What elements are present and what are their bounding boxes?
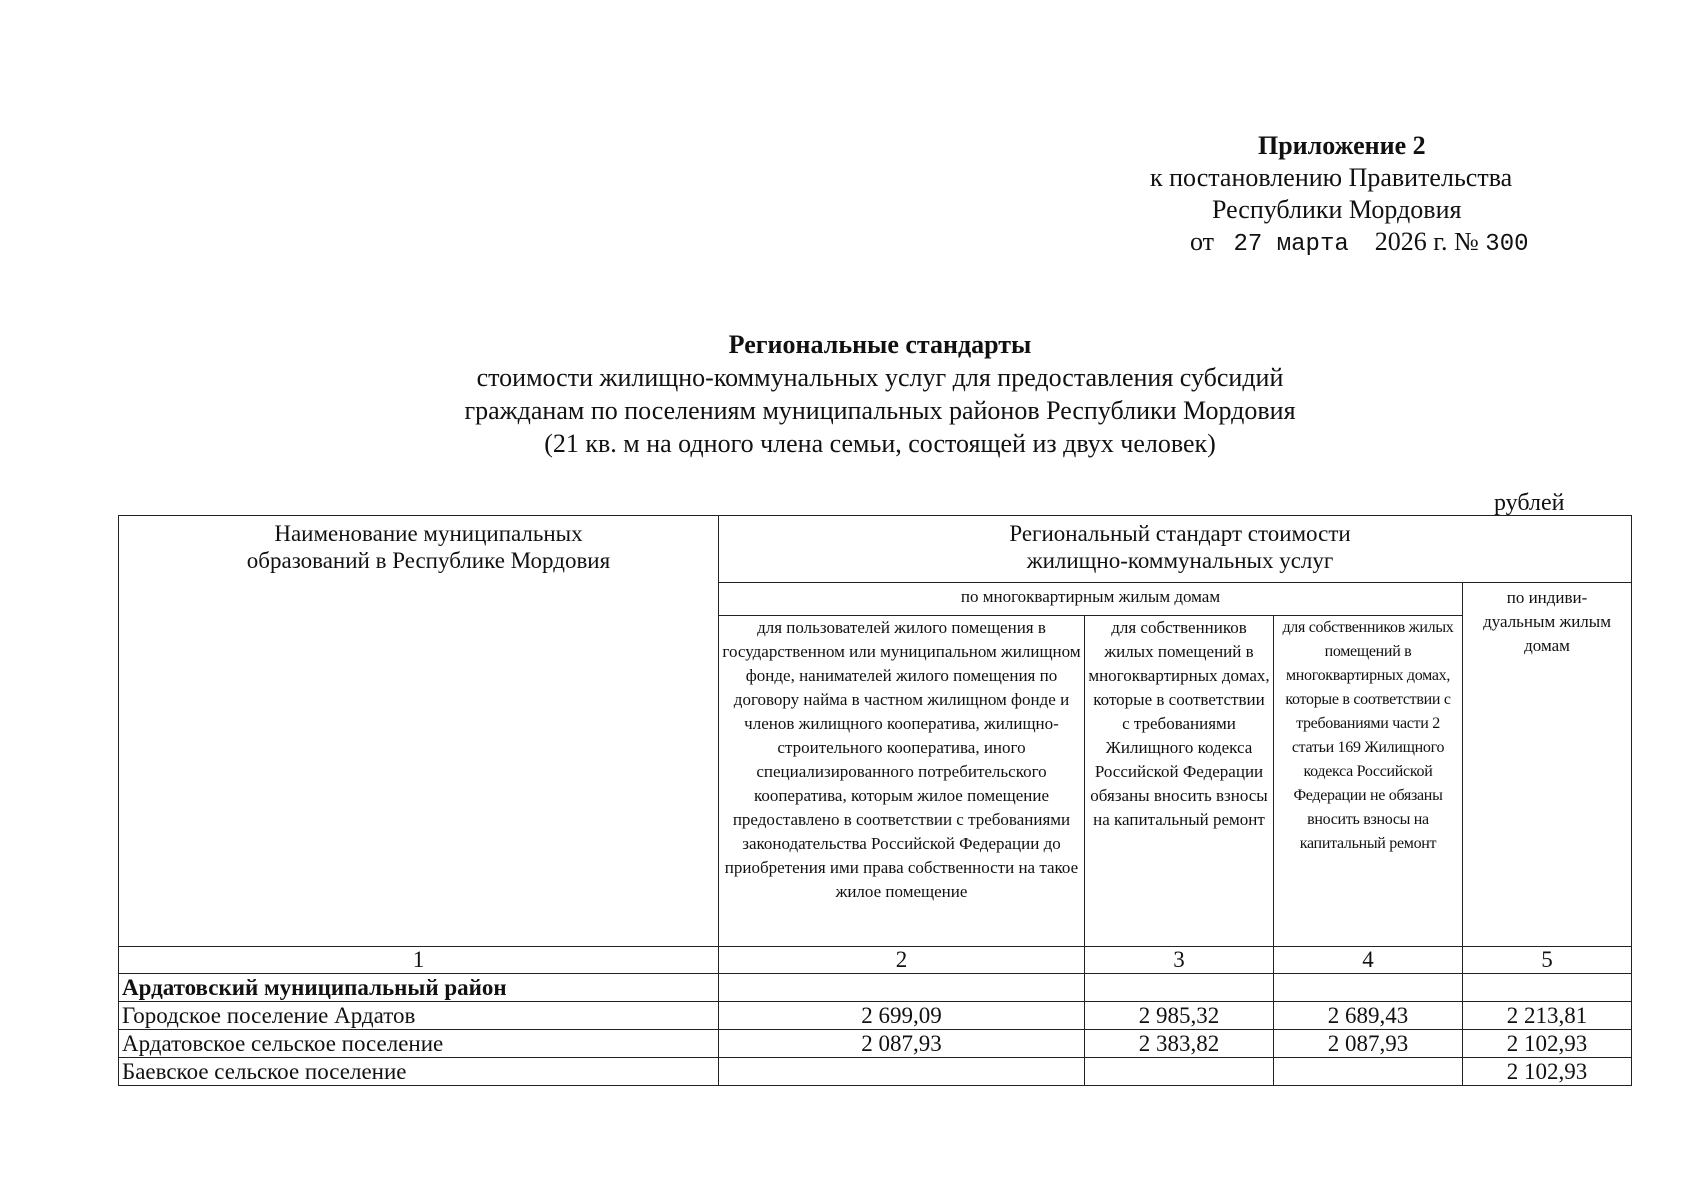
annex-line-3: Республики Мордовия <box>1212 195 1462 224</box>
document-subtitle-1: стоимости жилищно-коммунальных услуг для предоставления субсидий <box>476 363 1284 392</box>
unit-label: рублей <box>1494 490 1565 516</box>
header-col-3: для собственников жилых помещений в многоквартирных домах, которые в соответствии с требованиями Жилищного кодекса Российской Федерации обязаны вносить взносы на капитальный ремонт <box>1085 616 1274 947</box>
annex-prefix: от <box>1190 227 1215 256</box>
header-standard-group: Региональный стандарт стоимости жилищно-коммунальных услуг <box>719 516 1632 583</box>
document-subtitle-3: (21 кв. м на одного члена семьи, состоящей из двух человек) <box>544 429 1216 458</box>
document-title: Региональные стандарты <box>728 330 1032 359</box>
value-col-2: 2 699,09 <box>719 1002 1085 1030</box>
document-heading <box>0 328 1706 460</box>
header-individual-houses: по индиви-дуальным жилым домам <box>1463 583 1632 947</box>
table-row <box>119 1002 1632 1030</box>
annex-year: 2026 г. № <box>1374 227 1479 256</box>
column-number: 1 <box>119 947 719 974</box>
value-col-4: 2 689,43 <box>1274 1002 1463 1030</box>
value-col-5: 2 102,93 <box>1463 1030 1632 1058</box>
value-col-5: 2 102,93 <box>1463 1058 1632 1086</box>
column-number: 3 <box>1085 947 1274 974</box>
value-col-4 <box>1274 1058 1463 1086</box>
header-col-2: для пользователей жилого помещения в государственном или муниципальном жилищном фонде, нанимателей жилого помещения по договору найма в частном жилищном фонде и членов жилищного кооператива, жилищно-строительного кооператива, иного специализированного потребительского кооператива, которым жилое помещение предоставлено в соответствии с требованиями законодательства Российской Федерации до приобретения ими права собственности на такое жилое помещение <box>719 616 1085 947</box>
value-col-3: 2 985,32 <box>1085 1002 1274 1030</box>
header-col-4: для собственников жилых помещений в многоквартирных домах, которые в соответствии с требованиями части 2 статьи 169 Жилищного кодекса Российской Федерации не обязаны вносить взносы на капитальный ремонт <box>1274 616 1463 947</box>
annex-date-line <box>1140 226 1600 261</box>
standards-table <box>118 515 1632 1086</box>
column-number: 5 <box>1463 947 1632 974</box>
annex-date: 27 марта <box>1233 231 1349 258</box>
district-name: Ардатовский муниципальный район <box>119 974 719 1002</box>
annex-block <box>1140 130 1600 261</box>
value-col-3 <box>1085 1058 1274 1086</box>
column-numbers-row <box>119 947 1632 974</box>
table-row <box>119 974 1632 1002</box>
value-col-3 <box>1085 974 1274 1002</box>
column-number: 2 <box>719 947 1085 974</box>
value-col-2: 2 087,93 <box>719 1030 1085 1058</box>
value-col-4: 2 087,93 <box>1274 1030 1463 1058</box>
document-subtitle-2: гражданам по поселениям муниципальных районов Республики Мордовия <box>464 396 1296 425</box>
annex-number: 300 <box>1485 231 1529 258</box>
settlement-name: Баевское сельское поселение <box>119 1058 719 1086</box>
value-col-2 <box>719 974 1085 1002</box>
header-municipality: Наименование муниципальных образований в Республике Мордовия <box>119 516 719 947</box>
table-row <box>119 1058 1632 1086</box>
value-col-3: 2 383,82 <box>1085 1030 1274 1058</box>
value-col-4 <box>1274 974 1463 1002</box>
value-col-2 <box>719 1058 1085 1086</box>
settlement-name: Ардатовское сельское поселение <box>119 1030 719 1058</box>
annex-line-2: к постановлению Правительства <box>1150 163 1513 192</box>
value-col-5: 2 213,81 <box>1463 1002 1632 1030</box>
annex-title: Приложение 2 <box>1258 131 1426 160</box>
settlement-name: Городское поселение Ардатов <box>119 1002 719 1030</box>
table-row <box>119 1030 1632 1058</box>
value-col-5 <box>1463 974 1632 1002</box>
column-number: 4 <box>1274 947 1463 974</box>
header-apartment-buildings: по многоквартирным жилым домам <box>719 583 1463 616</box>
